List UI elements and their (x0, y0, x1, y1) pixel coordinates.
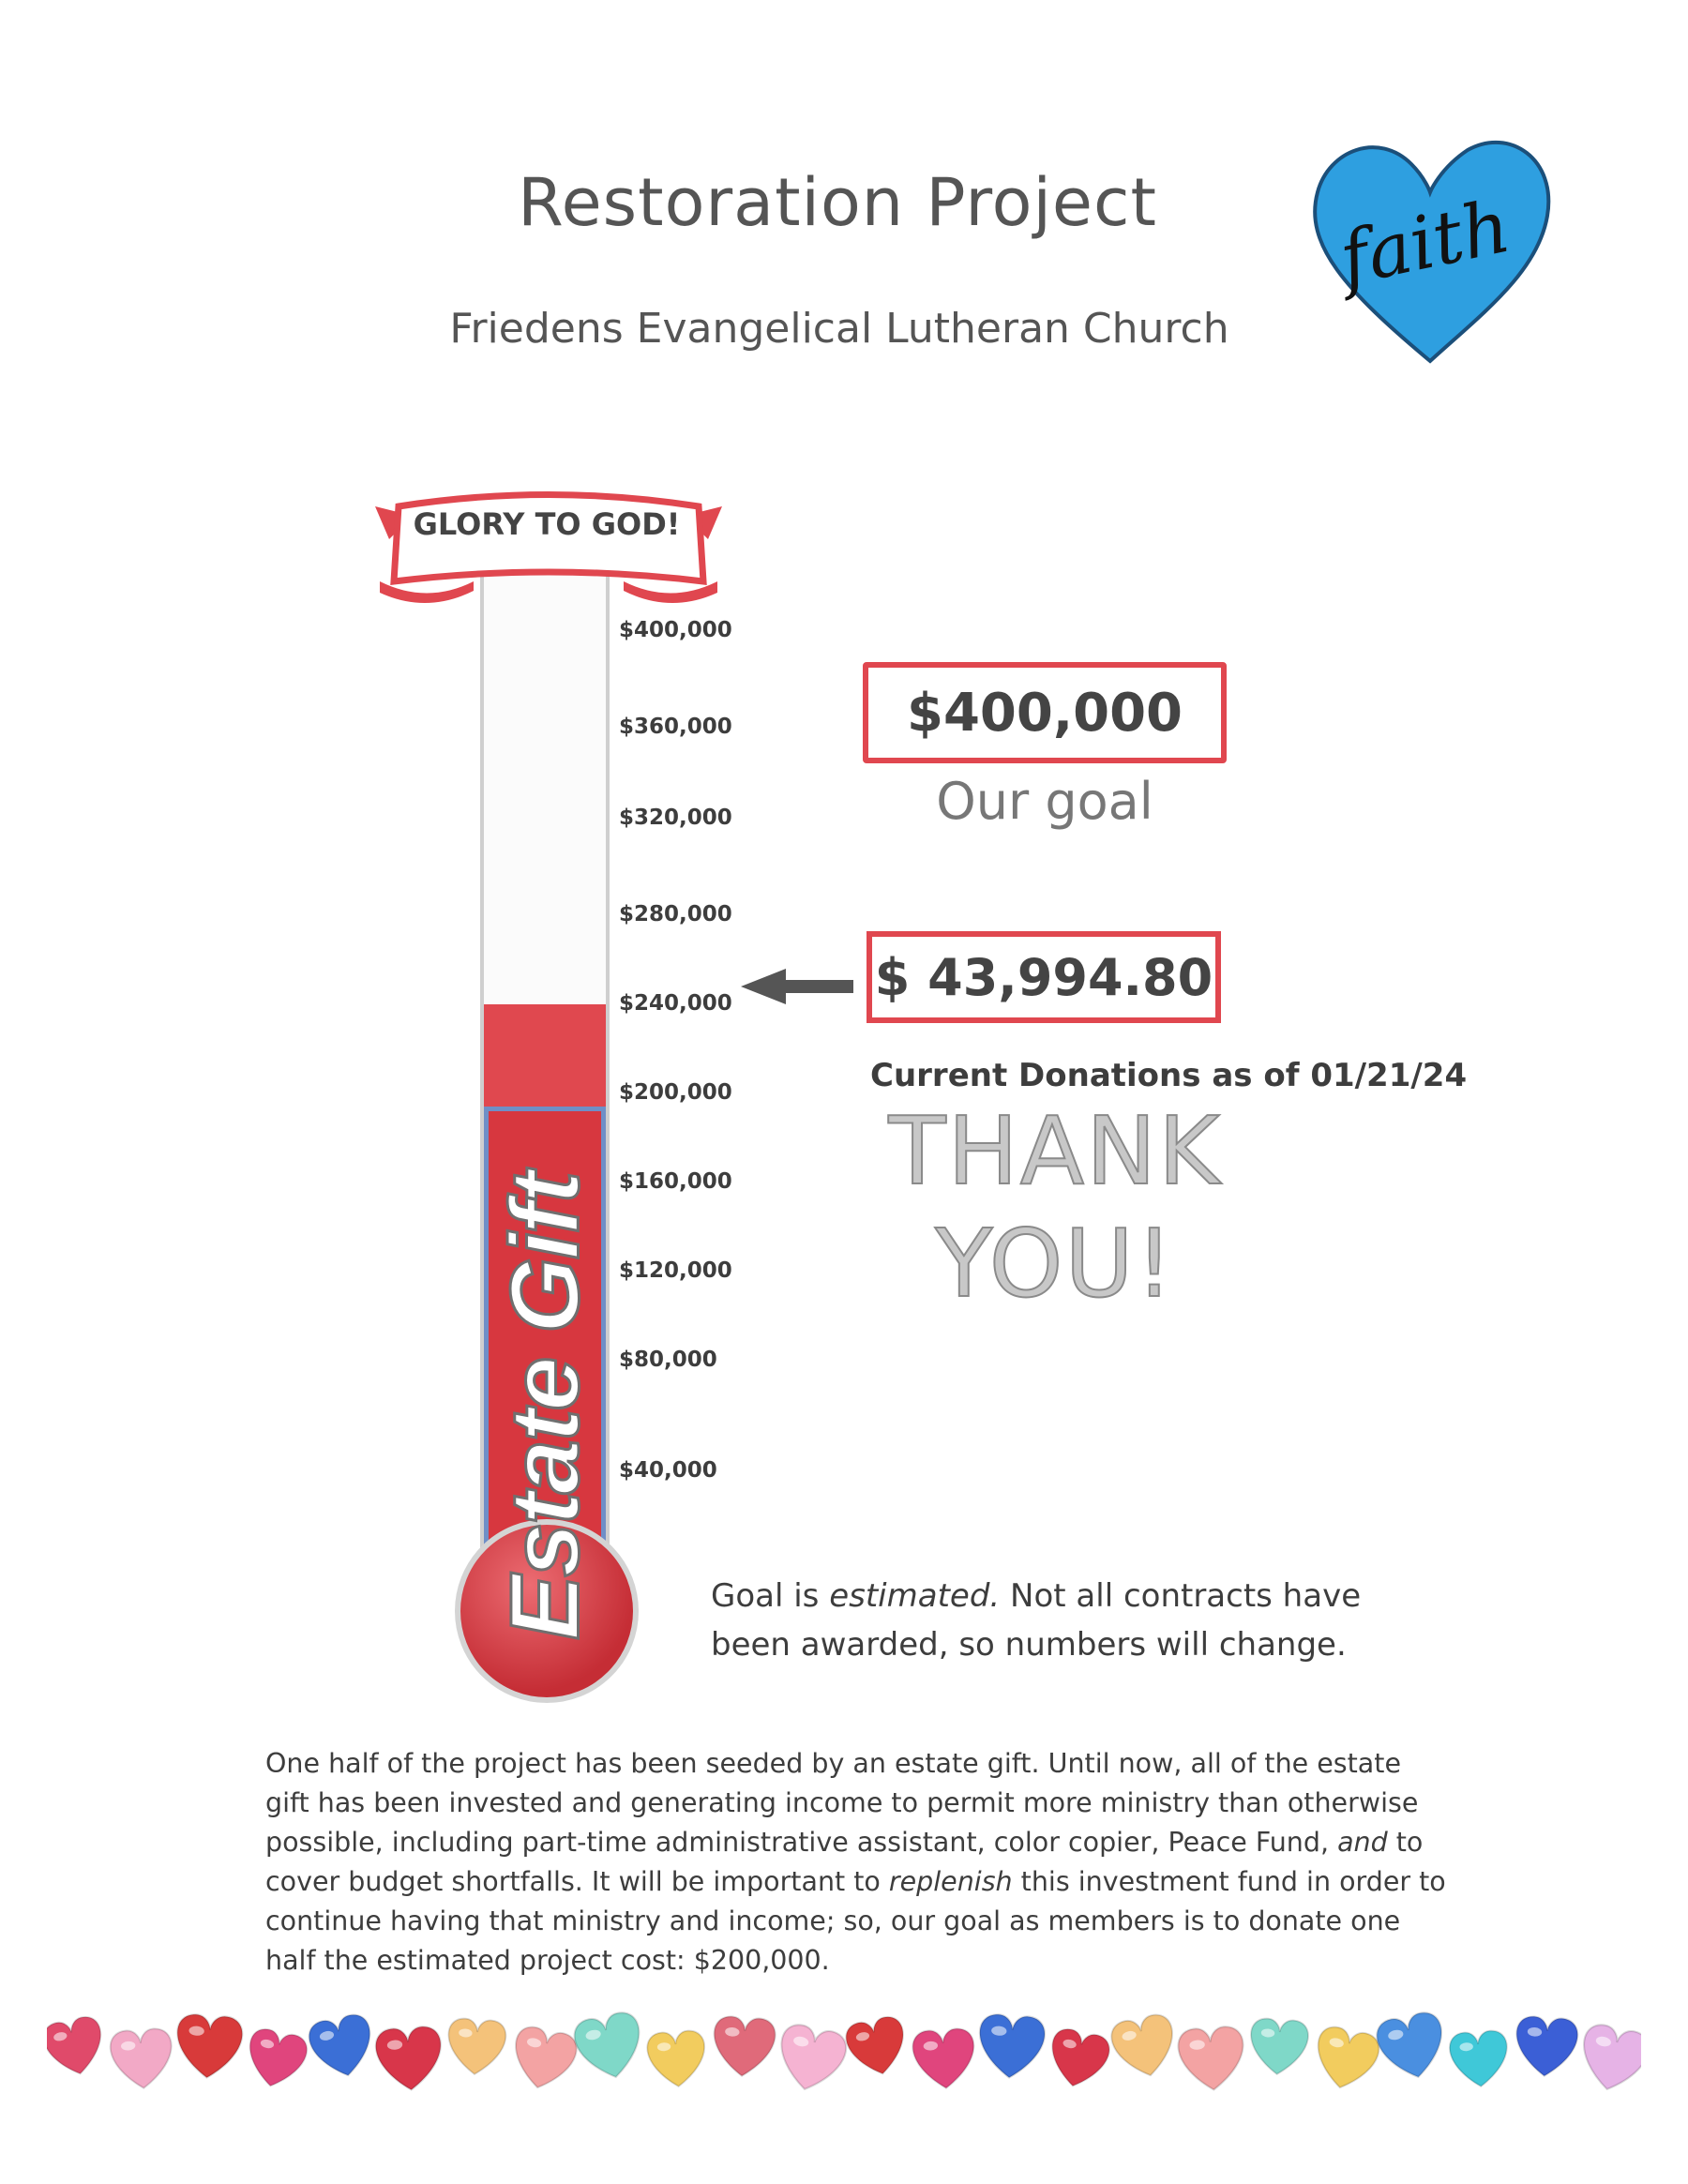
tick-label: $320,000 (619, 806, 732, 830)
tick-label: $200,000 (619, 1080, 732, 1105)
estate-gift-label: Estate Gift (490, 1172, 600, 1641)
you-line: YOU! (935, 1209, 1175, 1318)
faith-heart-logo (1289, 103, 1571, 384)
heart-icon (843, 2014, 911, 2080)
heart-icon (1575, 2022, 1641, 2096)
arrow-left-icon (741, 969, 853, 1006)
heart-icon (912, 2027, 976, 2090)
heart-icon (773, 2022, 849, 2096)
note-text: Goal is (711, 1577, 830, 1615)
logo-faith-text: faith (1333, 184, 1517, 303)
note-text: Not all contracts have been awarded, so numbers will change. (711, 1577, 1362, 1664)
thank-you-text (867, 1095, 1243, 1320)
heart-icon (571, 2010, 647, 2084)
heart-icon (646, 2029, 707, 2088)
tick-label: $240,000 (619, 991, 732, 1016)
heart-icon (110, 2027, 174, 2090)
paragraph-emphasis: replenish (888, 1866, 1013, 1897)
note-emphasis: estimated. (829, 1577, 1001, 1615)
tick-label: $160,000 (619, 1169, 732, 1194)
paragraph-emphasis: and (1337, 1827, 1388, 1858)
hearts-border (47, 1997, 1641, 2110)
tick-label: $120,000 (619, 1258, 732, 1283)
goal-amount-box: $400,000 (863, 662, 1227, 763)
tick-label: $80,000 (619, 1348, 717, 1372)
paragraph-text: One half of the project has been seeded by an estate gift. Until now, all of the estate gift has been invested and generating income to permit more ministry than otherwise possible, including part-time administrative assistant, color copier, Peace Fund, (265, 1748, 1419, 1858)
heart-icon (712, 2015, 776, 2078)
estimate-note (711, 1572, 1442, 1669)
paragraph-text: to cover budget shortfalls. It will be important to (265, 1827, 1424, 1897)
heart-icon (1310, 2024, 1382, 2094)
church-name: Friedens Evangelical Lutheran Church (449, 305, 1229, 353)
heart-icon (1177, 2026, 1246, 2092)
paragraph-text: this investment fund in order to continue having that ministry and income; so, our goal as members is to donate one half the estimated project cost: $200,000. (265, 1866, 1446, 1976)
heart-icon (446, 2017, 507, 2076)
current-donations-box: $ 43,994.80 (867, 931, 1221, 1023)
heart-icon (1248, 2017, 1309, 2076)
heart-icon (1449, 2029, 1510, 2088)
goal-label: Our goal (936, 772, 1153, 831)
heart-icon (375, 2026, 445, 2092)
heart-icon (1108, 2011, 1181, 2082)
heart-icon (1374, 2010, 1450, 2084)
banner-text: GLORY TO GOD! (413, 506, 681, 542)
tick-label: $360,000 (619, 715, 732, 739)
thank-line: THANK (888, 1096, 1222, 1206)
page-title: Restoration Project (518, 164, 1157, 241)
tick-label: $400,000 (619, 618, 732, 642)
heart-icon (1045, 2026, 1112, 2092)
explanation-paragraph (265, 1744, 1447, 1981)
heart-icon (174, 2013, 244, 2080)
heart-icon (977, 2013, 1047, 2080)
heart-icon (1514, 2015, 1578, 2078)
tick-label: $280,000 (619, 902, 732, 926)
current-donations-label: Current Donations as of 01/21/24 (870, 1057, 1468, 1094)
heart-icon (507, 2024, 580, 2094)
heart-icon (306, 2011, 378, 2082)
heart-icon (47, 2014, 108, 2080)
heart-icon (242, 2026, 309, 2092)
tick-label: $40,000 (619, 1458, 717, 1483)
